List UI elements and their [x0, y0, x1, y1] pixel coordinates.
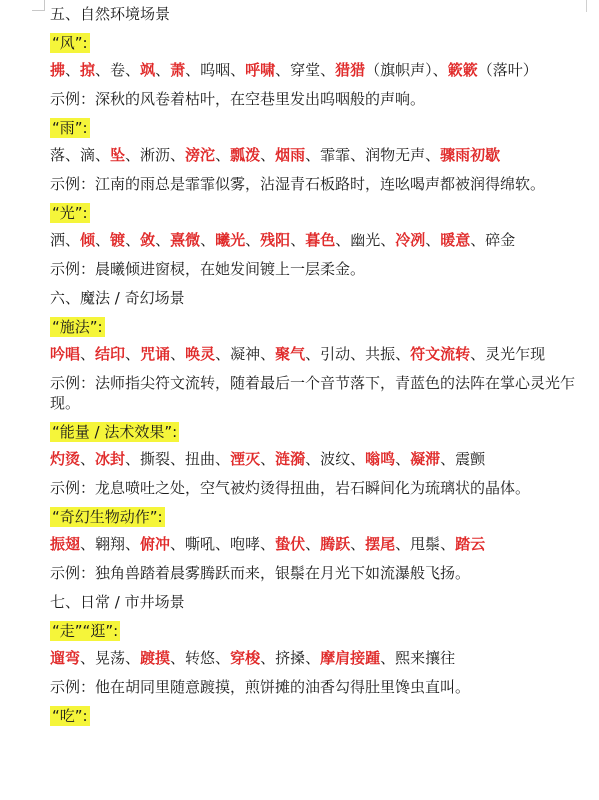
- keyword: 腾跃: [320, 535, 351, 553]
- keyword: 湮灭: [230, 450, 261, 468]
- plain-text: 洒、: [50, 231, 81, 249]
- section-title: 七、日常 / 市井场景: [50, 593, 185, 611]
- keyword: 灼烫: [50, 450, 81, 468]
- plain-text: 、卷、: [95, 61, 141, 79]
- keyword: 涟漪: [275, 450, 306, 468]
- plain-text: 、转悠、: [170, 649, 231, 667]
- example-sentence: 示例：他在胡同里随意踱摸，煎饼摊的油香勾得肚里馋虫直叫。: [50, 678, 471, 696]
- keyword: 滂沱: [185, 146, 216, 164]
- highlighted-heading-text: “奇幻生物动作”:: [52, 508, 163, 526]
- highlighted-heading-text: “风”:: [52, 34, 88, 52]
- vocabulary-list: [50, 230, 591, 259]
- plain-text: 、: [215, 146, 231, 164]
- plain-text: 、: [245, 231, 261, 249]
- category-heading: [50, 706, 591, 733]
- plain-text: 、穿堂、: [275, 61, 336, 79]
- plain-text: 、: [260, 146, 276, 164]
- vocabulary-list: [50, 648, 591, 677]
- keyword: 摆尾: [365, 535, 396, 553]
- highlighted-heading-text: “雨”:: [52, 119, 88, 137]
- plain-text: 、撕裂、扭曲、: [125, 450, 231, 468]
- keyword: 坠: [110, 146, 126, 164]
- vocabulary-list: [50, 344, 591, 373]
- plain-text: 、: [155, 231, 171, 249]
- plain-text: 、: [80, 345, 96, 363]
- example-sentence: 示例：龙息喷吐之处，空气被灼烫得扭曲，岩石瞬间化为琉璃状的晶体。: [50, 479, 531, 497]
- plain-text: 、嘶吼、咆哮、: [170, 535, 276, 553]
- keyword: 蛰伏: [275, 535, 306, 553]
- plain-text: 、翱翔、: [80, 535, 141, 553]
- keyword: 踱摸: [140, 649, 171, 667]
- category-heading: [50, 507, 591, 534]
- category-heading: [50, 422, 591, 449]
- keyword: 掠: [80, 61, 96, 79]
- highlighted-heading-text: “走”“逛”:: [52, 622, 119, 640]
- keyword: 烟雨: [275, 146, 306, 164]
- plain-text: 、: [290, 231, 306, 249]
- plain-text: 、淅沥、: [125, 146, 186, 164]
- keyword: 结印: [95, 345, 126, 363]
- plain-text: 、: [95, 231, 111, 249]
- keyword: 吟唱: [50, 345, 81, 363]
- plain-text: 落、滴、: [50, 146, 111, 164]
- plain-text: 、波纹、: [305, 450, 366, 468]
- keyword: 飒: [140, 61, 156, 79]
- plain-text: 、碎金: [470, 231, 516, 249]
- section-title: 六、魔法 / 奇幻场景: [50, 289, 185, 307]
- keyword: 俯冲: [140, 535, 171, 553]
- highlighted-heading-text: “施法”:: [52, 318, 103, 336]
- plain-text: 、震颤: [440, 450, 486, 468]
- keyword: 熹微: [170, 231, 201, 249]
- plain-text: （旗帜声）、: [365, 61, 448, 79]
- keyword: 暖意: [440, 231, 471, 249]
- example-sentence: 示例：江南的雨总是霏霏似雾，沾湿青石板路时，连吆喝声都被润得绵软。: [50, 175, 546, 193]
- keyword: 暮色: [305, 231, 336, 249]
- plain-text: 、凝神、: [215, 345, 276, 363]
- keyword: 骤雨初歇: [440, 146, 501, 164]
- keyword: 曦光: [215, 231, 246, 249]
- keyword: 符文流转: [410, 345, 471, 363]
- keyword: 摩肩接踵: [320, 649, 381, 667]
- keyword: 遛弯: [50, 649, 81, 667]
- category-heading: [50, 621, 591, 648]
- keyword: 敛: [140, 231, 156, 249]
- plain-text: 、: [425, 231, 441, 249]
- plain-text: 、: [260, 450, 276, 468]
- example-sentence: 示例：晨曦倾进窗棂，在她发间镀上一层柔金。: [50, 260, 366, 278]
- keyword: 萧: [170, 61, 186, 79]
- keyword: 拂: [50, 61, 66, 79]
- plain-text: 、: [170, 345, 186, 363]
- plain-text: 、: [155, 61, 171, 79]
- category-heading: [50, 203, 591, 230]
- plain-text: （落叶）: [477, 61, 538, 79]
- highlighted-heading-text: “吃”:: [52, 707, 88, 725]
- plain-text: 、: [395, 450, 411, 468]
- section-title: 五、自然环境场景: [50, 5, 171, 23]
- vocabulary-list: [50, 449, 591, 478]
- keyword: 嗡鸣: [365, 450, 396, 468]
- vocabulary-list: [50, 60, 591, 89]
- keyword: 冷冽: [395, 231, 426, 249]
- plain-text: 、引动、共振、: [305, 345, 411, 363]
- plain-text: 、: [80, 450, 96, 468]
- vocabulary-list: [50, 145, 591, 174]
- plain-text: 、挤搡、: [260, 649, 321, 667]
- plain-text: 、晃荡、: [80, 649, 141, 667]
- highlighted-heading-text: “光”:: [52, 204, 88, 222]
- page-corner-mark: [32, 0, 45, 11]
- plain-text: 、熙来攘往: [380, 649, 456, 667]
- plain-text: 、: [125, 231, 141, 249]
- keyword: 唤灵: [185, 345, 216, 363]
- keyword: 踏云: [455, 535, 486, 553]
- keyword: 凝滞: [410, 450, 441, 468]
- plain-text: 、呜咽、: [185, 61, 246, 79]
- keyword: 倾: [80, 231, 96, 249]
- document-content: [50, 4, 591, 733]
- keyword: 冰封: [95, 450, 126, 468]
- keyword: 瓢泼: [230, 146, 261, 164]
- keyword: 残阳: [260, 231, 291, 249]
- plain-text: 、: [305, 535, 321, 553]
- plain-text: 、霏霏、润物无声、: [305, 146, 441, 164]
- highlighted-heading-text: “能量 / 法术效果”:: [52, 423, 178, 441]
- category-heading: [50, 317, 591, 344]
- plain-text: 、: [200, 231, 216, 249]
- category-heading: [50, 118, 591, 145]
- plain-text: 、: [125, 345, 141, 363]
- keyword: 猎猎: [335, 61, 366, 79]
- category-heading: [50, 33, 591, 60]
- example-sentence: 示例：深秋的风卷着枯叶，在空巷里发出呜咽般的声响。: [50, 90, 426, 108]
- keyword: 咒诵: [140, 345, 171, 363]
- keyword: 穿梭: [230, 649, 261, 667]
- example-sentence: 示例：法师指尖符文流转，随着最后一个音节落下，青蓝色的法阵在掌心灵光乍现。: [50, 374, 576, 412]
- plain-text: 、: [350, 535, 366, 553]
- vocabulary-list: [50, 534, 591, 563]
- keyword: 振翅: [50, 535, 81, 553]
- example-sentence: 示例：独角兽踏着晨雾腾跃而来，银鬃在月光下如流瀑般飞扬。: [50, 564, 471, 582]
- plain-text: 、: [65, 61, 81, 79]
- keyword: 镀: [110, 231, 126, 249]
- keyword: 呼啸: [245, 61, 276, 79]
- keyword: 簌簌: [447, 61, 478, 79]
- plain-text: 、幽光、: [335, 231, 396, 249]
- plain-text: 、甩鬃、: [395, 535, 456, 553]
- keyword: 聚气: [275, 345, 306, 363]
- plain-text: 、灵光乍现: [470, 345, 546, 363]
